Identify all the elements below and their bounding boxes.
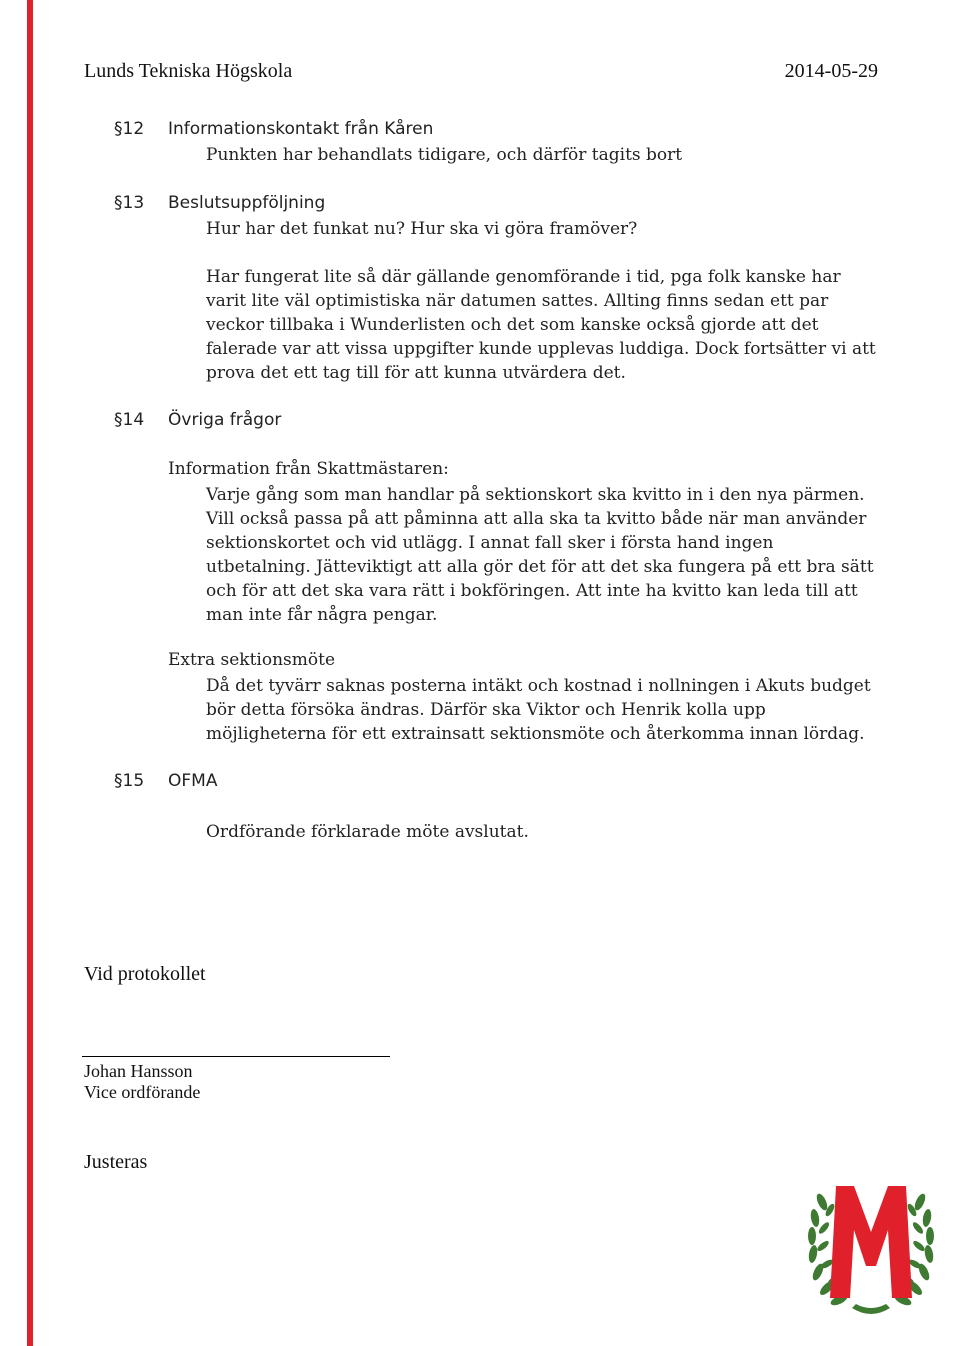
section-14-item2-body: Då det tyvärr saknas posterna intäkt och kostnad i nollningen i Akuts budget bör detta försöka ändras. Därför ska Viktor och Henrik kolla upp möjligheterna för ett extrainsatt sektionsmöte och återkomma innan lördag. <box>206 676 871 744</box>
section-14-number: §14 <box>114 410 145 430</box>
section-15-title: OFMA <box>168 771 218 791</box>
section-15-number: §15 <box>114 771 145 791</box>
section-14-title: Övriga frågor <box>168 410 282 430</box>
signature-line <box>82 1056 390 1057</box>
section-14-item1-body: Varje gång som man handlar på sektionskort ska kvitto in i den nya pärmen. Vill också passa på att påminna att alla ska ta kvitto både när man använder sektionskortet och vid utlägg. I annat fall sker i första hand ingen utbetalning. Jätteviktigt att alla gör det för att det ska fungera på ett bra sätt och för att det ska vara rätt i bokföringen. Att inte ha kvitto kan leda till att man inte får några pengar. <box>206 485 874 625</box>
signer-role: Vice ordförande <box>84 1082 201 1102</box>
section-14-item2-heading: Extra sektionsmöte <box>168 650 336 670</box>
header-institution: Lunds Tekniska Högskola <box>84 60 293 82</box>
minutes-label: Vid protokollet <box>84 963 206 985</box>
section-13-title: Beslutsuppföljning <box>168 193 326 213</box>
section-13-question: Hur har det funkat nu? Hur ska vi göra framöver? <box>206 219 638 239</box>
section-15-body: Ordförande förklarade möte avslutat. <box>206 822 529 842</box>
section-14-item1-heading: Information från Skattmästaren: <box>168 459 449 479</box>
m-letter-icon <box>830 1186 912 1298</box>
page-accent-bar <box>27 0 33 1346</box>
section-13-body: Har fungerat lite så där gällande genomförande i tid, pga folk kanske har varit lite väl optimistiska när datumen sattes. Allting finns sedan ett par veckor tillbaka i Wunderlisten och det som kanske också gjorde att det falerade var att vissa uppgifter kunde upplevas luddiga. Dock fortsätter vi att prova det ett tag till för att kunna utvärdera det. <box>206 267 876 383</box>
justeras-label: Justeras <box>84 1151 148 1173</box>
section-12-title: Informationskontakt från Kåren <box>168 119 434 139</box>
header-date: 2014-05-29 <box>784 60 878 82</box>
section-12-body: Punkten har behandlats tidigare, och därför tagits bort <box>206 145 683 165</box>
signer-name: Johan Hansson <box>84 1061 193 1081</box>
wreath-ribbon-icon <box>852 1304 890 1314</box>
laurel-wreath-logo <box>806 1180 936 1320</box>
section-12-number: §12 <box>114 119 145 139</box>
section-13-number: §13 <box>114 193 145 213</box>
